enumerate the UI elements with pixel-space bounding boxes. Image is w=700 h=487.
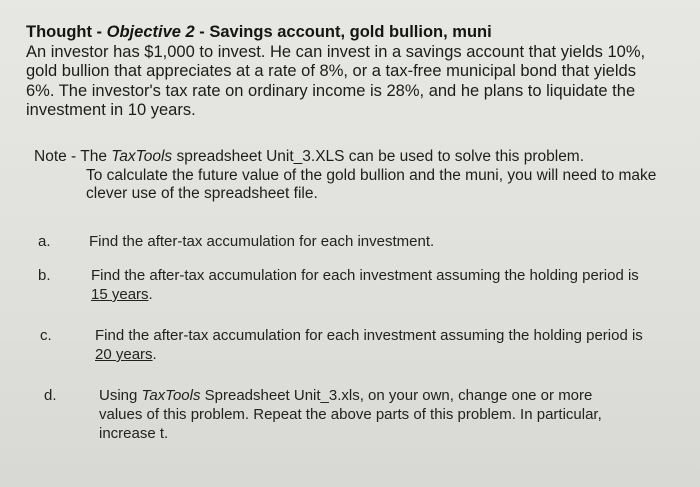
item-text: Find the after-tax accumulation for each investment. [89, 233, 435, 250]
note-lead [34, 148, 664, 167]
item-taxtools: TaxTools [141, 387, 201, 404]
item-text-after: Spreadsheet Unit_3.xls, on your own, change one or more values of this problem. Repeat the above parts of this problem. In particular, increase t. [99, 387, 602, 442]
title-suffix: - Savings account, gold bullion, muni [194, 23, 492, 41]
item-text-before: Find the after-tax accumulation for each investment assuming the holding period is [95, 327, 643, 344]
item-letter: b. [38, 267, 51, 284]
item-text-before: Using [99, 387, 142, 404]
item-letter: d. [44, 387, 57, 404]
item-text-after: . [152, 346, 157, 363]
item-text [99, 386, 631, 443]
problem-title [26, 23, 666, 43]
note-suffix: spreadsheet Unit_3.XLS can be used to solve this problem. [172, 148, 585, 165]
note-prefix: Note - The [34, 148, 112, 165]
title-objective: Objective 2 [106, 23, 195, 41]
note-taxtools: TaxTools [111, 148, 173, 165]
problem-header [26, 23, 666, 121]
problem-intro: An investor has $1,000 to invest. He can invest in a savings account that yields 10%, gold bullion that appreciates at a rate of 8%, or a tax-free municipal bond that yields 6%. The investor's tax rate on ordinary income is 28%, and he plans to liquidate the investment in 10 years. [26, 42, 646, 119]
title-prefix: Thought - [26, 23, 107, 41]
item-letter: c. [40, 327, 52, 344]
note-continuation: To calculate the future value of the gold bullion and the muni, you will need to make clever use of the spreadsheet file. [86, 166, 657, 202]
note-block [34, 148, 664, 204]
item-text-after: . [148, 286, 153, 303]
holding-period-20: 20 years [95, 346, 153, 363]
holding-period-15: 15 years [91, 286, 149, 303]
item-letter: a. [38, 233, 51, 250]
item-text [95, 326, 661, 364]
item-text [91, 266, 659, 304]
item-text-before: Find the after-tax accumulation for each investment assuming the holding period is [91, 267, 639, 284]
